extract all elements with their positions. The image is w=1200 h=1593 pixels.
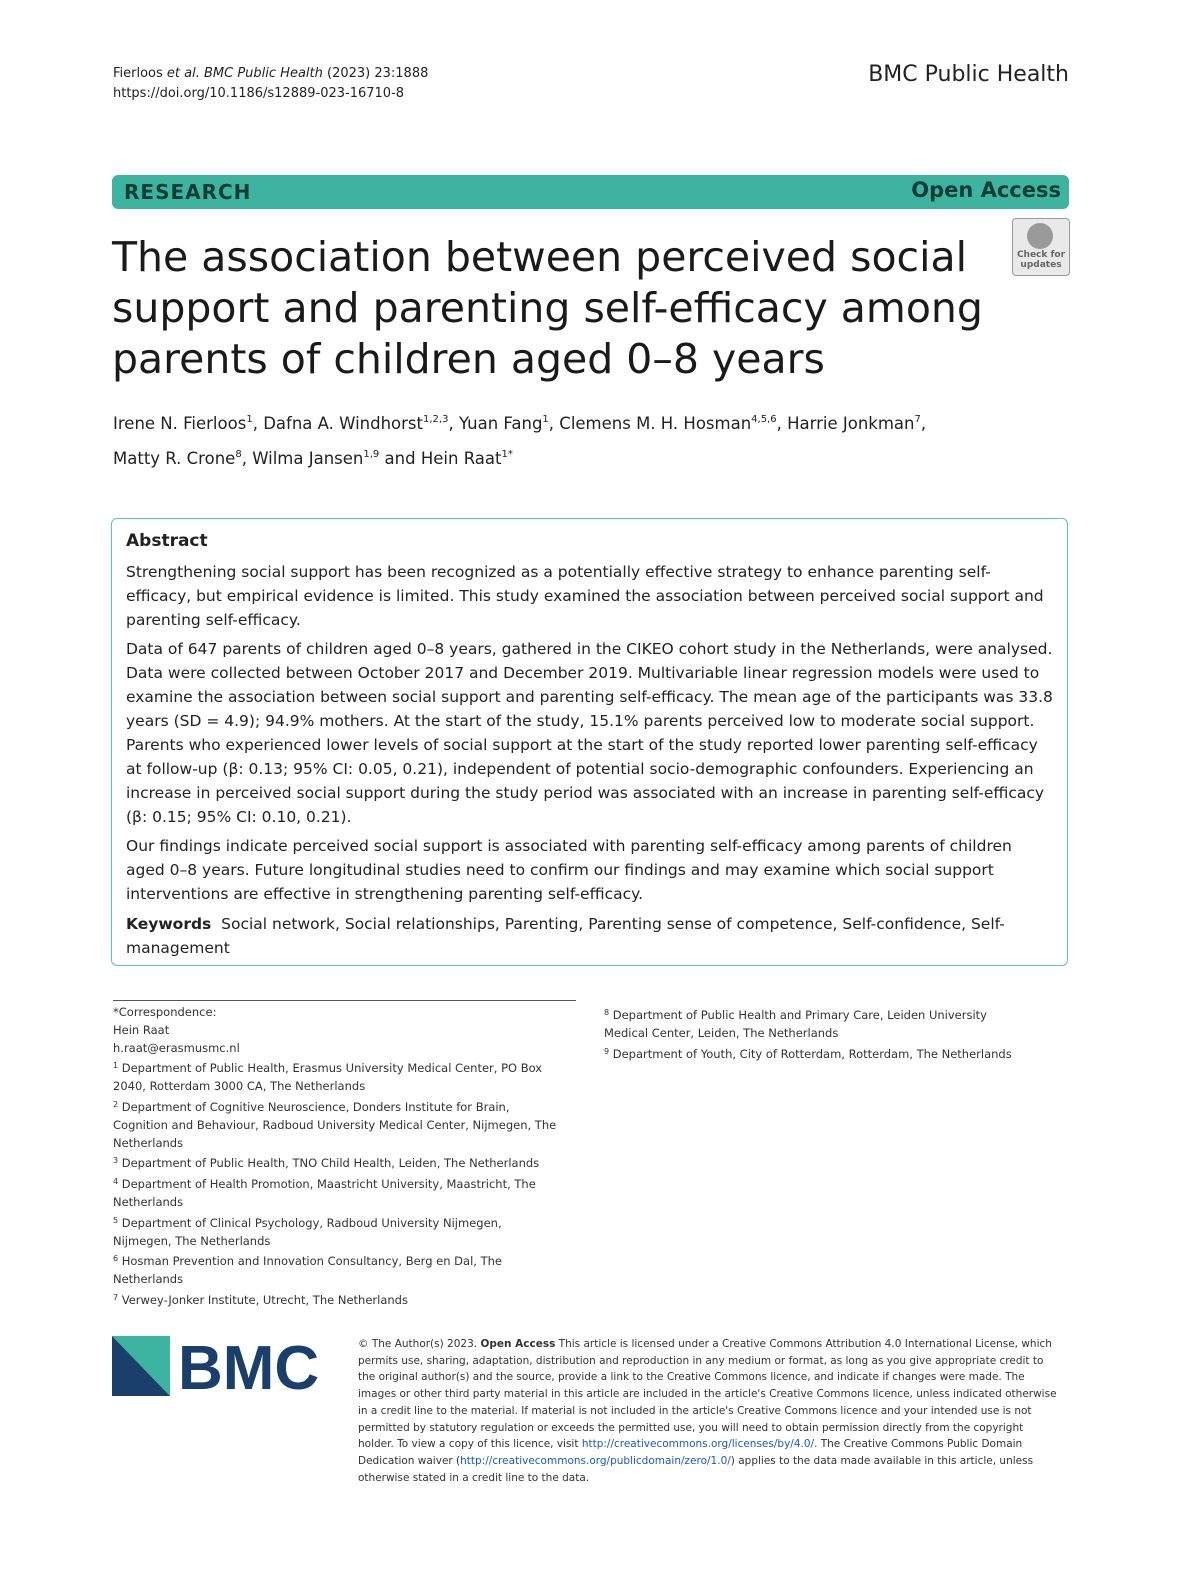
affiliation-number: 1 (113, 1061, 119, 1071)
author-separator: , (920, 414, 927, 433)
author-name[interactable]: Wilma Jansen (252, 449, 364, 468)
affiliation-text: Hosman Prevention and Innovation Consultancy, Berg en Dal, The Netherlands (113, 1254, 502, 1287)
abstract-heading: Abstract (126, 531, 208, 551)
keywords-label: Keywords (126, 915, 212, 933)
affiliation-text: Department of Public Health, TNO Child Health, Leiden, The Netherlands (121, 1156, 540, 1171)
footnote-divider (113, 1000, 576, 1001)
abstract-conclusions: Our findings indicate perceived social support is associated with parenting self-efficacy among parents of children aged 0–8 years. Future longitudinal studies need to confirm our findings and may examine which social support interventions are effective in strengthening parenting self-efficacy. (126, 837, 1012, 903)
open-access-label: Open Access (911, 178, 1061, 202)
affiliation-item (113, 1173, 563, 1212)
citation-line (113, 64, 428, 84)
affiliation-text: Department of Youth, City of Rotterdam, Rotterdam, The Netherlands (612, 1046, 1012, 1061)
check-for-updates-badge[interactable] (1012, 218, 1070, 276)
affiliation-item (113, 1289, 563, 1310)
author-name[interactable]: Yuan Fang (458, 414, 543, 433)
author-separator: , (776, 414, 788, 433)
license-statement (358, 1336, 1058, 1486)
author-affiliation-marker: 1 (542, 414, 549, 425)
footnotes-right (604, 1004, 1034, 1063)
author-affiliation-marker: 7 (914, 414, 921, 425)
author-separator: , (448, 414, 459, 433)
abstract-background: Strengthening social support has been recognized as a potentially effective strategy to enhance parenting self-efficacy, but empirical evidence is limited. This study examined the association between perceived social support and parenting self-efficacy. (126, 563, 1044, 629)
journal-name: BMC Public Health (868, 62, 1069, 87)
badge-line-1: Check for (1016, 250, 1066, 260)
author-name[interactable]: Matty R. Crone (113, 449, 236, 468)
author-name[interactable]: Hein Raat (420, 449, 502, 468)
author-list (113, 404, 1013, 474)
affiliation-item (113, 1057, 563, 1096)
affiliation-text: Verwey-Jonker Institute, Utrecht, The Netherlands (121, 1292, 408, 1307)
author-affiliation-marker: 1,2,3 (422, 414, 449, 425)
abstract-methods-results: Data of 647 parents of children aged 0–8 years, gathered in the CIKEO cohort study in the Netherlands, were analysed. Data were collected between October 2017 and December 2019. Multivariable linear regression models were used to examine the association between social support and parenting self-efficacy. The mean age of the participants was 33.8 years (SD = 4.9); 94.9% mothers. At the start of the study, 15.1% parents perceived low to moderate social support. Parents who experienced lower levels of social support at the start of the study reported lower parenting self-efficacy at follow-up (β: 0.13; 95% CI: 0.05, 0.21), independent of potential socio-demographic confounders. Experiencing an increase in perceived social support during the study period was associated with an increase in parenting self-efficacy (β: 0.15; 95% CI: 0.10, 0.21). (126, 640, 1053, 826)
author-affiliation-marker: 4,5,6 (751, 414, 777, 425)
correspondence-name: Hein Raat (113, 1022, 170, 1037)
footnotes-left (113, 1004, 563, 1310)
badge-line-2: updates (1020, 260, 1062, 270)
affiliation-number: 4 (113, 1177, 119, 1187)
bmc-logo-text: BMC (178, 1336, 320, 1396)
article-title: The association between perceived social support and parenting self-efficacy among parents of children aged 0–8 years (112, 233, 983, 383)
citation-journal: et al. BMC Public Health (166, 66, 323, 81)
license-open-access-label: Open Access (480, 1338, 556, 1350)
affiliation-item (113, 1152, 563, 1173)
affiliation-item (113, 1096, 563, 1152)
check-for-updates-icon (1027, 223, 1053, 249)
author-separator: , (241, 449, 253, 468)
article-type-banner (112, 175, 1069, 209)
author-name[interactable]: Irene N. Fierloos (113, 414, 247, 433)
keywords-text: Social network, Social relationships, Parenting, Parenting sense of competence, Self-confidence, Self-management (126, 915, 1005, 957)
affiliation-number: 8 (604, 1008, 610, 1017)
author-separator: and (379, 449, 421, 468)
author-affiliation-marker: 8 (235, 449, 242, 460)
affiliation-item (604, 1043, 1034, 1064)
affiliation-item (113, 1250, 563, 1289)
affiliation-number: 2 (113, 1099, 119, 1109)
correspondence-email[interactable]: h.raat@erasmusmc.nl (113, 1040, 240, 1055)
article-type-label: RESEARCH (124, 180, 252, 204)
affiliation-number: 9 (604, 1046, 610, 1056)
doi-link[interactable]: https://doi.org/10.1186/s12889-023-16710-8 (113, 86, 405, 101)
license-text-a: This article is licensed under a Creative Commons Attribution 4.0 International License, which permits use, sharing, adaptation, distribution and reproduction in any medium or format, as long as you give appropriate credit to the original author(s) and the source, provide a link to the Creative Commons licence, and indicate if changes were made. The images or other third party material in this article are included in the article's Creative Commons licence, unless indicated otherwise in a credit line to the material. If material is not included in the article's Creative Commons licence and your intended use is not permitted by statutory regulation or exceeds the permitted use, you will need to obtain permission directly from the copyright holder. To view a copy of this licence, visit (358, 1338, 1057, 1451)
author-name[interactable]: Harrie Jonkman (787, 414, 915, 433)
citation-volume: (2023) 23:1888 (322, 66, 429, 81)
check-for-updates-label (1015, 250, 1067, 270)
affiliation-number: 6 (113, 1254, 119, 1264)
affiliation-text: Department of Health Promotion, Maastricht University, Maastricht, The Netherlands (113, 1177, 536, 1209)
affiliation-list-left (113, 1057, 563, 1309)
correspondence-label: *Correspondence: (113, 1005, 217, 1019)
affiliation-item (113, 1212, 563, 1251)
author-name[interactable]: Clemens M. H. Hosman (559, 414, 752, 433)
affiliation-text: Department of Cognitive Neuroscience, Donders Institute for Brain, Cognition and Behaviour, Radboud University Medical Center, Nijmegen, The Netherlands (113, 1099, 557, 1150)
affiliation-number: 5 (113, 1215, 119, 1225)
affiliation-text: Department of Public Health and Primary Care, Leiden University Medical Center, Leiden, The Netherlands (604, 1008, 987, 1040)
license-text-b: . The Creative Commons Public Domain Dedication waiver ( (358, 1438, 1023, 1467)
affiliation-list-right (604, 1004, 1034, 1063)
license-text-c: ) applies to the data made available in this article, unless otherwise stated in a credit line to the data. (358, 1454, 1034, 1484)
author-name[interactable]: Dafna A. Windhorst (263, 414, 423, 433)
author-affiliation-marker: 1 (246, 414, 253, 425)
citation-header (113, 64, 428, 104)
affiliation-number: 7 (113, 1292, 119, 1302)
bmc-logo (112, 1336, 330, 1396)
author-affiliation-marker: 1* (501, 449, 513, 460)
keywords (126, 912, 1054, 960)
affiliation-item (604, 1004, 1034, 1043)
author-separator: , (252, 414, 264, 433)
affiliation-text: Department of Clinical Psychology, Radboud University Nijmegen, Nijmegen, The Netherlands (113, 1215, 502, 1248)
author-separator: , (548, 414, 560, 433)
copyright-text: © The Author(s) 2023. (358, 1338, 481, 1350)
license-link-cc-by[interactable]: http://creativecommons.org/licenses/by/4.0/ (581, 1438, 815, 1451)
affiliation-number: 3 (113, 1156, 119, 1166)
author-affiliation-marker: 1,9 (363, 449, 380, 460)
affiliation-text: Department of Public Health, Erasmus University Medical Center, PO Box 2040, Rotterdam 3000 CA, The Netherlands (113, 1061, 543, 1094)
citation-authors: Fierloos (113, 66, 167, 81)
license-link-cc0[interactable]: http://creativecommons.org/publicdomain/zero/1.0/ (460, 1454, 731, 1467)
